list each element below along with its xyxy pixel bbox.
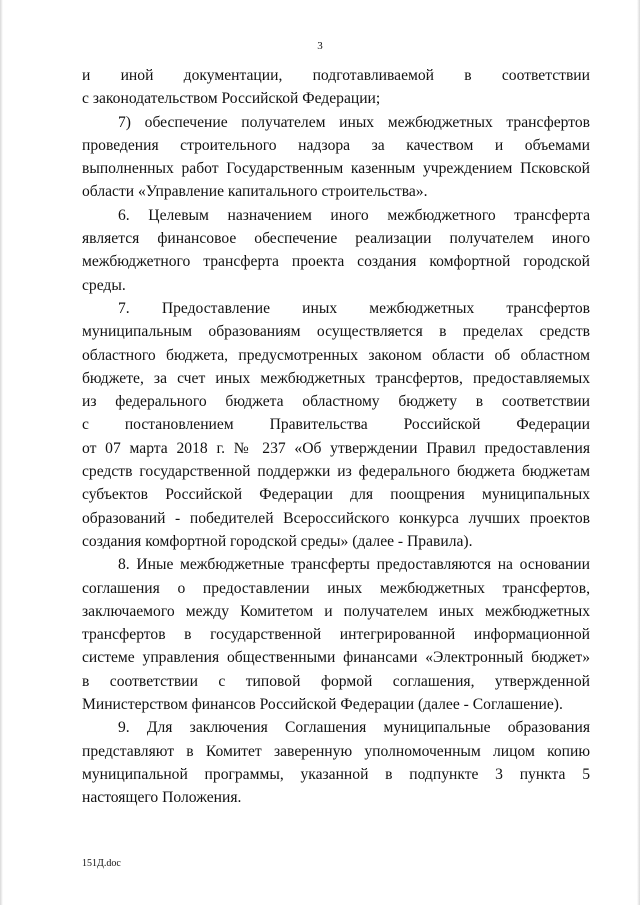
text-line: бюджете, за счет иных межбюджетных трансфертов, предоставляемых — [82, 369, 590, 387]
text-line: в соответствии с типовой формой соглашения, утвержденной — [82, 672, 590, 690]
text-line: областного бюджета, предусмотренных законом области об областном — [82, 346, 590, 364]
scan-edge-left — [0, 0, 3, 905]
text-line: с постановлением Правительства Российской Федерации — [82, 416, 590, 434]
text-line: субъектов Российской Федерации для поощрения муниципальных — [82, 486, 590, 504]
paragraph-7 — [82, 297, 590, 553]
text-line: средств государственной поддержки из федерального бюджета бюджетам — [82, 463, 590, 481]
text-line: 9. Для заключения Соглашения муниципальные образования — [118, 719, 590, 737]
paragraph-continuation — [82, 64, 590, 111]
text-line: 7. Предоставление иных межбюджетных трансфертов — [118, 299, 590, 317]
text-line: муниципальной программы, указанной в подпункте 3 пункта 5 — [82, 765, 590, 783]
paragraph-9 — [82, 716, 590, 809]
text-line: соглашения о предоставлении иных межбюджетных трансфертов, — [82, 579, 590, 597]
text-line: 8. Иные межбюджетные трансферты предоставляются на основании — [118, 556, 590, 574]
text-line: 7) обеспечение получателем иных межбюджетных трансфертов — [118, 113, 590, 131]
text-line: заключаемого между Комитетом и получателем иных межбюджетных — [82, 602, 590, 620]
text-line: представляют в Комитет заверенную уполномоченным лицом копию — [82, 742, 590, 760]
text-line: настоящего Положения. — [82, 789, 242, 807]
document-body — [82, 64, 590, 810]
text-line: области «Управление капитального строительства». — [82, 183, 428, 201]
text-line: проведения строительного надзора за качеством и объемами — [82, 136, 590, 154]
text-line: 6. Целевым назначением иного межбюджетного трансферта — [118, 206, 590, 224]
text-line: муниципальным образованиям осуществляется в пределах средств — [82, 323, 590, 341]
text-line: Министерством финансов Российской Федерации (далее - Соглашение). — [82, 696, 563, 714]
text-line: межбюджетного трансферта проекта создания комфортной городской — [82, 253, 590, 271]
text-line: от 07 марта 2018 г. № 237 «Об утверждении Правил предоставления — [82, 439, 590, 457]
text-line: среды. — [82, 276, 126, 294]
text-line: системе управления общественными финансами «Электронный бюджет» — [82, 649, 590, 667]
text-line: образований - победителей Всероссийского конкурса лучших проектов — [82, 509, 590, 527]
page-number: 3 — [317, 40, 323, 52]
text-line: является финансовое обеспечение реализации получателем иного — [82, 230, 590, 248]
text-line: и иной документации, подготавливаемой в соответствии — [82, 67, 590, 84]
footer-filename: 151Д.doc — [82, 858, 121, 869]
text-line: трансфертов в государственной интегрированной информационной — [82, 626, 590, 644]
paragraph-item-7 — [82, 111, 590, 204]
paragraph-8 — [82, 553, 590, 716]
paragraph-6 — [82, 204, 590, 297]
text-line: выполненных работ Государственным казенным учреждением Псковской — [82, 160, 590, 178]
text-line: из федерального бюджета областному бюджету в соответствии — [82, 393, 590, 411]
text-line: с законодательством Российской Федерации; — [82, 90, 381, 108]
text-line: создания комфортной городской среды» (далее - Правила). — [82, 532, 473, 550]
